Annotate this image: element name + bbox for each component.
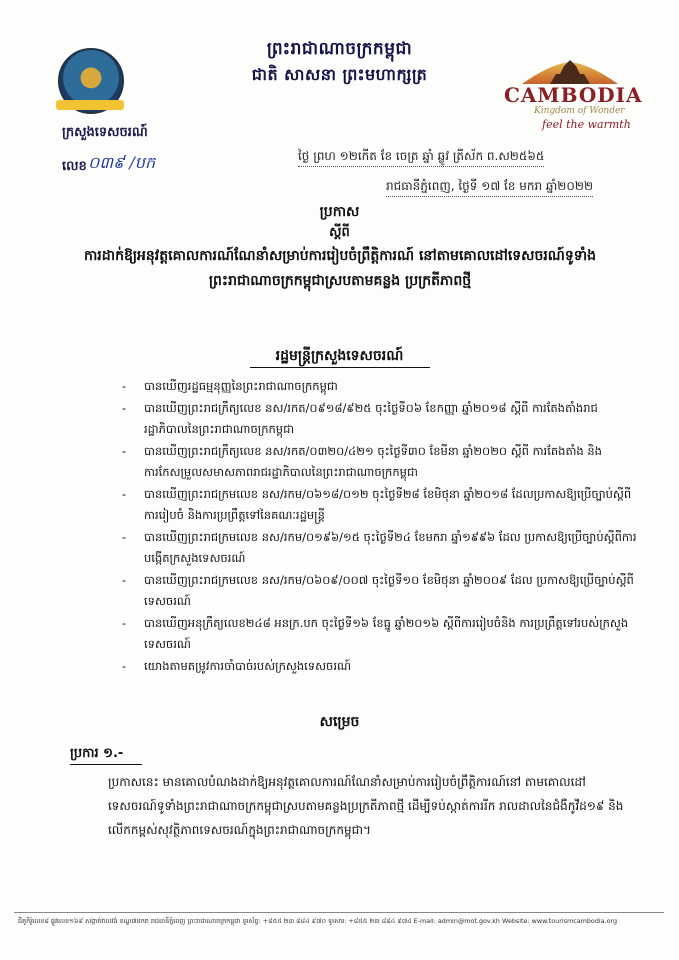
subject-heading: ការដាក់ឱ្យអនុវត្តគោលការណ៍ណែនាំសម្រាប់ការរៀបចំព្រឹត្តិការណ៍ នៅតាមគោលដៅទេសចរណ៍ទូទាំងព្រះរាជាណាចក្រកម្ពុជាស្របតាមគន្លង ប្រក្រតីភាពថ្មី (83, 248, 597, 289)
seal-ribbon (56, 100, 124, 110)
kingdom-title: ព្រះរាជាណាចក្រកម្ពុជា (266, 39, 413, 59)
footer-divider (14, 912, 664, 913)
list-item: - បានឃើញព្រះរាជក្រឹត្យលេខ នស/រកត/០៩១៨/៩២៥ ចុះថ្ងៃទី០៦ ខែកញ្ញា ឆ្នាំ២០១៨ ស្តីពី ការតែងតាំងរាជរដ្ឋាភិបាលនៃព្រះរាជាណាចក្រកម្ពុជា (118, 398, 638, 441)
list-item: - បានឃើញអនុក្រឹត្យលេខ២៤៨ អនក្រ.បក ចុះថ្ងៃទី១៦ ខែធ្នូ ឆ្នាំ២០១៦ ស្តីពីការរៀបចំនិង ការប្រព្រឹត្តទៅរបស់ក្រសួងទេសចរណ៍ (118, 613, 638, 656)
list-item: - បានឃើញព្រះរាជក្រឹត្យលេខ នស/រកត/០៣២០/៤២១ ចុះថ្ងៃទី៣០ ខែមីនា ឆ្នាំ២០២០ ស្តីពី ការតែងតាំង និងការកែសម្រួលសមាសភាពរាជរដ្ឋាភិបាលនៃព្រះរាជាណាចក្រកម្ពុជា (118, 441, 638, 484)
article-body: ប្រកាសនេះ មានគោលបំណងដាក់ឱ្យអនុវត្តគោលការណ៍ណែនាំសម្រាប់ការរៀបចំព្រឹត្តិការណ៍នៅ តាមគោលដៅទេសចរណ៍ទូទាំងព្រះរាជាណាចក្រកម្ពុជាស្របតាមគន្លងប្រក្រតីភាពថ្មី ដើម្បីទប់ស្កាត់ការរីក រាលដាលនៃជំងឺកូវីដ១៩ និងលើកកម្ពស់សុវត្ថិភាពទេសចរណ៍ក្នុងព្រះរាជាណាចក្រកម្ពុជា។ (108, 775, 624, 837)
article-heading: ប្រការ ១.- (70, 746, 124, 761)
decision-heading: សម្រេច (319, 714, 360, 730)
motto: ជាតិ សាសនា ព្រះមហាក្សត្រ (251, 65, 428, 84)
list-item: - យោងតាមតម្រូវការចាំបាច់របស់ក្រសួងទេសចរណ៍ (118, 656, 638, 678)
list-item: - បានឃើញព្រះរាជក្រមលេខ នស/រកម/០១៩៦/១៥ ចុះថ្ងៃទី២៤ ខែមករា ឆ្នាំ១៩៩៦ ដែល ប្រកាសឱ្យប្រើច្បាប់ស្តីពីការបង្កើតក្រសួងទេសចរណ៍ (118, 527, 638, 570)
list-item: - បានឃើញរដ្ឋធម្មនុញ្ញនៃព្រះរាជាណាចក្រកម្ពុជា (118, 376, 638, 398)
reference-list (118, 376, 638, 677)
reference-label: លេខ (62, 159, 87, 174)
minister-heading: រដ្ឋមន្ត្រីក្រសួងទេសចរណ៍ (275, 348, 404, 364)
about-heading: ស្តីពី (329, 225, 350, 240)
list-item: - បានឃើញព្រះរាជក្រមលេខ នស/រកម/០៦០៩/០០៧ ចុះថ្ងៃទី១០ ខែមិថុនា ឆ្នាំ២០០៩ ដែល ប្រកាសឱ្យប្រើច្បាប់ស្តីពីទេសចរណ៍ (118, 570, 638, 613)
logo-wordmark: CAMBODIA (504, 83, 643, 107)
solar-date: រាជធានីភ្នំពេញ, ថ្ងៃទី ១៧ ខែ មករា ឆ្នាំ២០២២ (386, 178, 593, 197)
list-item: - បានឃើញព្រះរាជក្រមលេខ នស/រកម/០៦១៨/០១២ ចុះថ្ងៃទី២៨ ខែមិថុនា ឆ្នាំ២០១៨ ដែលប្រកាសឱ្យប្រើច្បាប់ស្តីពីការរៀបចំ និងការប្រព្រឹត្តទៅនៃគណៈរដ្ឋមន្ត្រី (118, 484, 638, 527)
angkor-logo-icon (520, 58, 620, 84)
lunar-date: ថ្ងៃ ព្រហ ១២កើត ខែ ចេត្រ ឆ្នាំ ឆ្លូវ ត្រីស័ក ព.ស២៥៦៥ (298, 148, 544, 167)
minister-underline (250, 367, 430, 368)
logo-tagline: feel the warmth (542, 118, 631, 131)
article-underline (70, 764, 142, 765)
logo-subtitle: Kingdom of Wonder (534, 106, 625, 116)
proclamation-heading: ប្រកាស (319, 204, 360, 220)
ministry-name: ក្រសួងទេសចរណ៍ (62, 125, 148, 140)
footer-contact: ជីតូកិរ៉ូលេខ៨ ផ្លូវលេខ១៦៩ សង្កាត់វាលវង់ ខណ្ឌ៧មករា រាជធានីភ្នំពេញ ព្រះរាជាណាចក្រកម្ពុជា ទូរស័ព្ទ: +៨៥៥ ២៣ ៨៨៤ ៩៧០ ទូរសារ: +៨៥៥ ២៣ ៨៨៤ ៩៧៤ E-mail: admin@mot.gov.kh Website: www.tourismcambodia.org (18, 917, 618, 925)
reference-number: ០៣៩ /បក (88, 153, 156, 172)
